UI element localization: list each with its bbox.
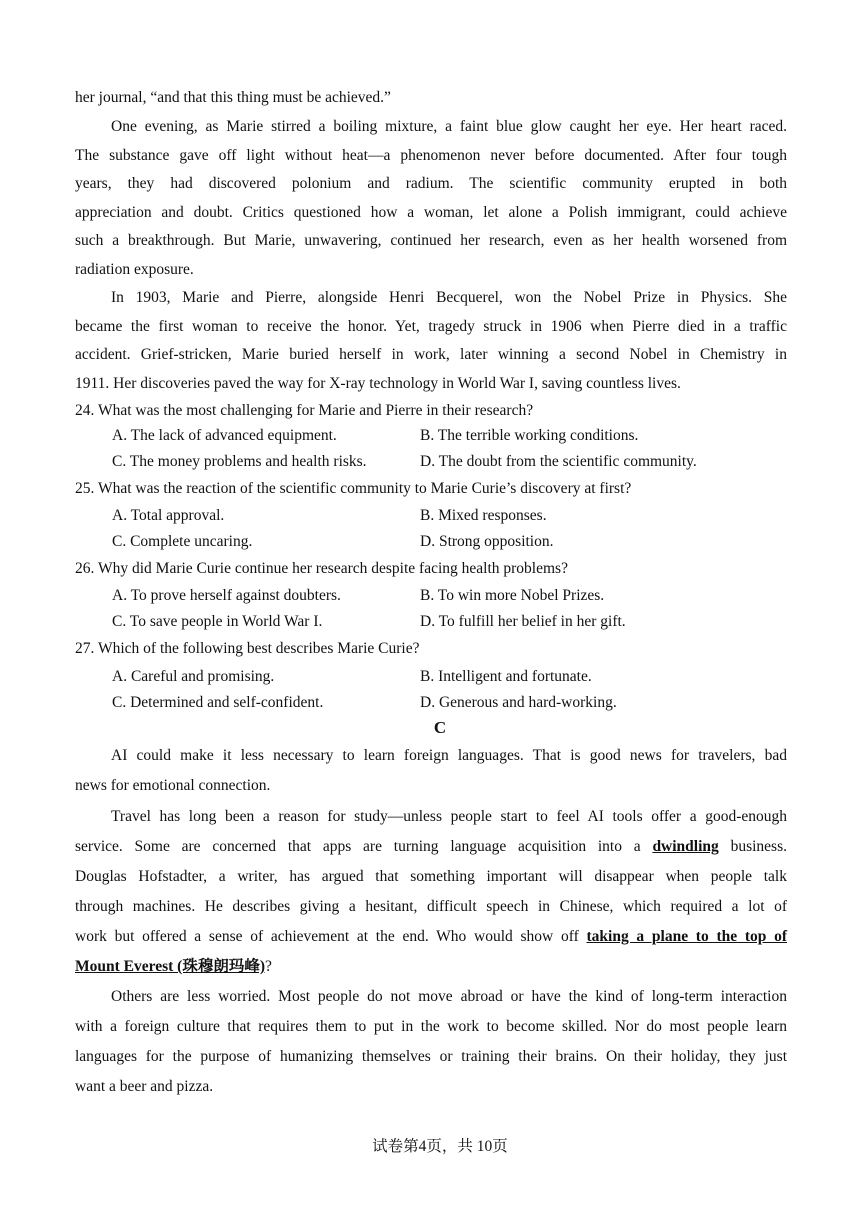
passage-text: ?: [265, 958, 272, 975]
question-stem: 25. What was the reaction of the scientific community to Marie Curie’s discovery at first?: [75, 480, 632, 497]
passage-line: [75, 837, 787, 857]
passage-line: such a breakthrough. But Marie, unwavering, continued her research, even as her health worsened from: [75, 232, 787, 249]
passage-line: appreciation and doubt. Critics questioned how a woman, let alone a Polish immigrant, could achieve: [75, 204, 787, 221]
question-option: C. Determined and self-confident.: [112, 694, 324, 711]
passage-line: news for emotional connection.: [75, 777, 271, 794]
passage-line: years, they had discovered polonium and radium. The scientific community erupted in both: [75, 175, 787, 192]
underlined-phrase: taking a plane to the top of: [586, 928, 787, 945]
question-option: C. The money problems and health risks.: [112, 453, 367, 470]
underlined-word: dwindling: [652, 838, 719, 855]
passage-line: AI could make it less necessary to learn foreign languages. That is good news for travelers, bad: [111, 747, 787, 764]
passage-line: radiation exposure.: [75, 261, 194, 278]
passage-line: accident. Grief-stricken, Marie buried herself in work, later winning a second Nobel in Chemistry in: [75, 346, 787, 363]
passage-line: want a beer and pizza.: [75, 1078, 214, 1095]
passage-line: languages for the purpose of humanizing themselves or training their brains. On their holiday, they just: [75, 1048, 787, 1065]
passage-text: business.: [718, 838, 787, 855]
question-option: B. The terrible working conditions.: [420, 427, 639, 444]
question-option: B. Mixed responses.: [420, 507, 547, 524]
passage-line: her journal, “and that this thing must be achieved.”: [75, 89, 391, 106]
question-option: A. Total approval.: [112, 507, 225, 524]
underlined-phrase: Mount Everest (珠穆朗玛峰): [75, 958, 265, 975]
passage-line: with a foreign culture that requires them to put in the work to become skilled. Nor do most people learn: [75, 1018, 787, 1035]
question-option: A. Careful and promising.: [112, 668, 275, 685]
question-option: A. The lack of advanced equipment.: [112, 427, 337, 444]
question-option: D. The doubt from the scientific community.: [420, 453, 697, 470]
question-option: D. Strong opposition.: [420, 533, 554, 550]
question-option: D. To fulfill her belief in her gift.: [420, 613, 626, 630]
passage-line: [75, 957, 787, 977]
question-option: D. Generous and hard-working.: [420, 694, 617, 711]
question-option: B. Intelligent and fortunate.: [420, 668, 592, 685]
question-stem: 26. Why did Marie Curie continue her research despite facing health problems?: [75, 560, 568, 577]
passage-line: One evening, as Marie stirred a boiling mixture, a faint blue glow caught her eye. Her heart raced.: [111, 118, 787, 135]
passage-line: Others are less worried. Most people do not move abroad or have the kind of long-term interaction: [111, 988, 787, 1005]
section-heading: C: [433, 718, 447, 737]
page-footer: 试卷第4页，共 10页: [372, 1138, 508, 1155]
passage-line: The substance gave off light without heat—a phenomenon never before documented. After four tough: [75, 147, 787, 164]
question-stem: 27. Which of the following best describes Marie Curie?: [75, 640, 420, 657]
passage-line: Douglas Hofstadter, a writer, has argued that something important will disappear when people talk: [75, 868, 787, 885]
passage-line: In 1903, Marie and Pierre, alongside Henri Becquerel, won the Nobel Prize in Physics. She: [111, 289, 787, 306]
question-option: A. To prove herself against doubters.: [112, 587, 341, 604]
passage-line: [75, 927, 787, 947]
question-option: C. To save people in World War I.: [112, 613, 323, 630]
question-option: B. To win more Nobel Prizes.: [420, 587, 605, 604]
passage-line: became the first woman to receive the honor. Yet, tragedy struck in 1906 when Pierre died in a traffic: [75, 318, 787, 335]
question-option: C. Complete uncaring.: [112, 533, 253, 550]
passage-line: 1911. Her discoveries paved the way for X-ray technology in World War I, saving countless lives.: [75, 375, 681, 392]
question-stem: 24. What was the most challenging for Marie and Pierre in their research?: [75, 402, 534, 419]
passage-text: work but offered a sense of achievement at the end. Who would show off: [75, 928, 587, 945]
passage-text: service. Some are concerned that apps are turning language acquisition into a: [75, 838, 653, 855]
passage-line: Travel has long been a reason for study—unless people start to feel AI tools offer a good-enough: [111, 808, 787, 825]
passage-line: through machines. He describes giving a hesitant, difficult speech in Chinese, which required a lot of: [75, 898, 787, 915]
